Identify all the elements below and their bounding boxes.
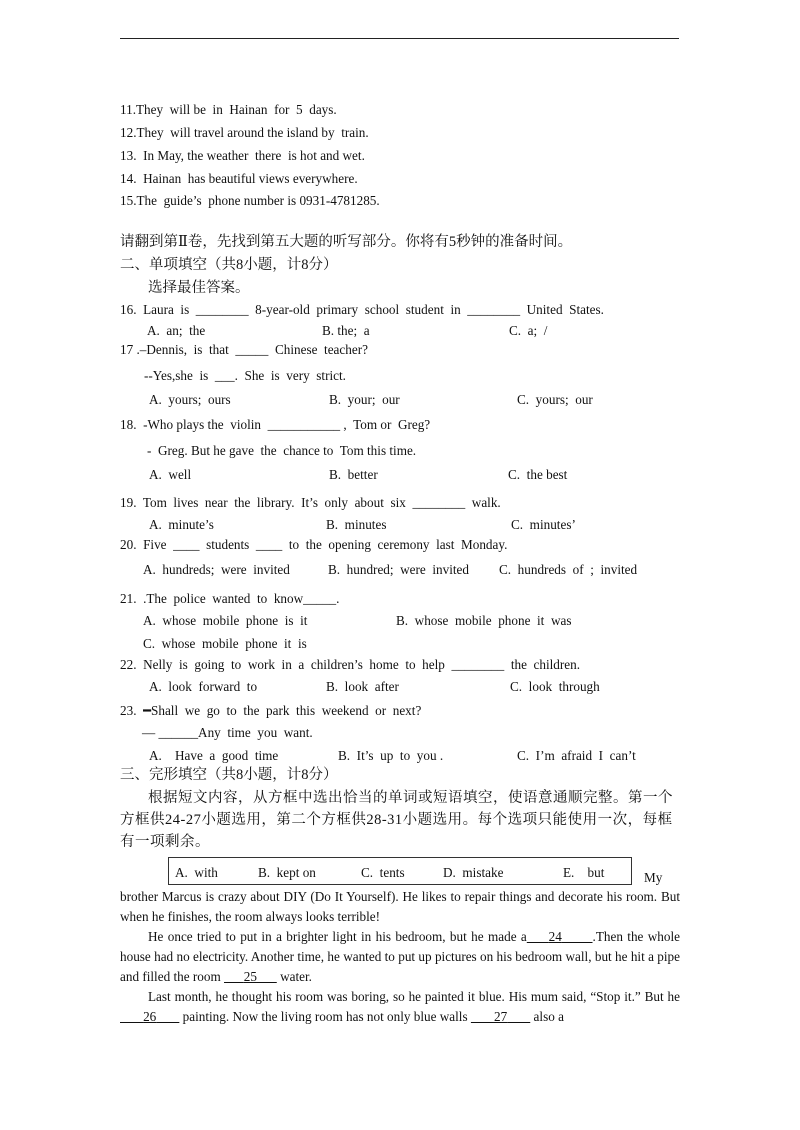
- question-21: 21. .The police wanted to know_____.: [120, 591, 340, 606]
- q16-option-c: C. a; /: [509, 323, 548, 338]
- q19-option-c: C. minutes’: [511, 517, 576, 532]
- section3-instructions: 根据短文内容，从方框中选出恰当的单词或短语填空，使语意通顺完整。第一个方框供24-27小题选用，第二个方框供28-31小题选用。每个选项只能使用一次，每框有一项剩余。: [120, 790, 673, 850]
- q18-option-a: A. well: [149, 467, 192, 482]
- q21-option-a: A. whose mobile phone is it: [143, 613, 308, 628]
- passage-paragraph-2: [120, 927, 680, 987]
- section3-title: 三、完形填空（共8小题，计8分）: [120, 767, 338, 783]
- q23-option-b: B. It’s up to you .: [338, 748, 444, 763]
- question-20: 20. Five ____ students ____ to the opening ceremony last Monday.: [120, 537, 508, 552]
- q19-option-a: A. minute’s: [149, 517, 214, 532]
- question-17: 17 .–Dennis, is that _____ Chinese teacher?: [120, 342, 368, 357]
- q22-option-b: B. look after: [326, 679, 399, 694]
- q21-option-c: C. whose mobile phone it is: [143, 636, 307, 651]
- question-22: 22. Nelly is going to work in a children’s home to help ________ the children.: [120, 657, 581, 672]
- q19-option-b: B. minutes: [326, 517, 387, 532]
- q16-option-b: B. the; a: [322, 323, 370, 338]
- q17-option-b: B. your; our: [329, 392, 400, 407]
- listening-statement-15: 15.The guide’s phone number is 0931-4781285.: [120, 193, 380, 208]
- volume2-instruction: 请翻到第Ⅱ卷，先找到第五大题的听写部分。你将有5秒钟的准备时间。: [120, 234, 573, 250]
- word-bank-option-b: B. kept on: [258, 865, 316, 880]
- q23-option-a: A. Have a good time: [149, 748, 279, 763]
- question-23: 23. ━Shall we go to the park this weekend or next?: [120, 703, 422, 718]
- p2-text-a: He once tried to put in a brighter light in his bedroom, but he made a: [148, 929, 527, 944]
- q16-option-a: A. an; the: [147, 323, 206, 338]
- listening-statement-11: 11.They will be in Hainan for 5 days.: [120, 102, 337, 117]
- q18-option-c: C. the best: [508, 467, 568, 482]
- q21-option-b: B. whose mobile phone it was: [396, 613, 572, 628]
- q23-reply: — ______Any time you want.: [142, 725, 313, 740]
- passage-paragraph-1: brother Marcus is crazy about DIY (Do It Yourself). He likes to repair things and decorate his room. But when he finishes, the room always looks terrible!: [120, 889, 680, 924]
- q22-option-a: A. look forward to: [149, 679, 258, 694]
- header-rule: [120, 38, 679, 39]
- q20-option-a: A. hundreds; were invited: [143, 562, 290, 577]
- p3-text-c: also a: [530, 1009, 564, 1024]
- p2-text-b: .Then the whole house had no electricity. Another time, he wanted to put up pictures on his bedroom wall, but he hit a pipe and filled the room: [120, 929, 681, 984]
- q20-option-b: B. hundred; were invited: [328, 562, 469, 577]
- p3-text-a: Last month, he thought his room was boring, so he painted it blue. His mum said, “Stop it.” But he: [148, 989, 680, 1004]
- passage-paragraph-3: [120, 987, 680, 1027]
- question-19: 19. Tom lives near the library. It’s only about six ________ walk.: [120, 495, 501, 510]
- q17-option-a: A. yours; ours: [149, 392, 231, 407]
- blank-26: 26: [143, 1009, 157, 1024]
- blank-25: 25: [243, 969, 257, 984]
- p2-text-c: water.: [276, 969, 312, 984]
- question-18: 18. -Who plays the violin ___________ , Tom or Greg?: [120, 417, 431, 432]
- word-bank-option-d: D. mistake: [443, 865, 504, 880]
- passage-start-word: My: [644, 870, 663, 885]
- blank-24: 24: [548, 929, 562, 944]
- q18-option-b: B. better: [329, 467, 378, 482]
- blank-27: 27: [493, 1009, 508, 1024]
- question-16: 16. Laura is ________ 8-year-old primary school student in ________ United States.: [120, 302, 604, 317]
- q22-option-c: C. look through: [510, 679, 600, 694]
- q18-reply: - Greg. But he gave the chance to Tom this time.: [147, 443, 417, 458]
- listening-statement-14: 14. Hainan has beautiful views everywhere.: [120, 171, 358, 186]
- listening-statement-12: 12.They will travel around the island by train.: [120, 125, 369, 140]
- q20-option-c: C. hundreds of ; invited: [499, 562, 638, 577]
- word-bank-option-a: A. with: [175, 865, 218, 880]
- word-bank-option-e: E. but: [563, 865, 605, 880]
- q23-option-c: C. I’m afraid I can’t: [517, 748, 636, 763]
- section2-subtitle: 选择最佳答案。: [148, 280, 250, 296]
- p3-text-b: painting. Now the living room has not only blue walls: [179, 1009, 471, 1024]
- listening-statement-13: 13. In May, the weather there is hot and wet.: [120, 148, 365, 163]
- word-bank-option-c: C. tents: [361, 865, 405, 880]
- section2-title: 二、单项填空（共8小题，计8分）: [120, 257, 338, 273]
- q17-option-c: C. yours; our: [517, 392, 593, 407]
- q17-reply: --Yes,she is ___. She is very strict.: [144, 368, 346, 383]
